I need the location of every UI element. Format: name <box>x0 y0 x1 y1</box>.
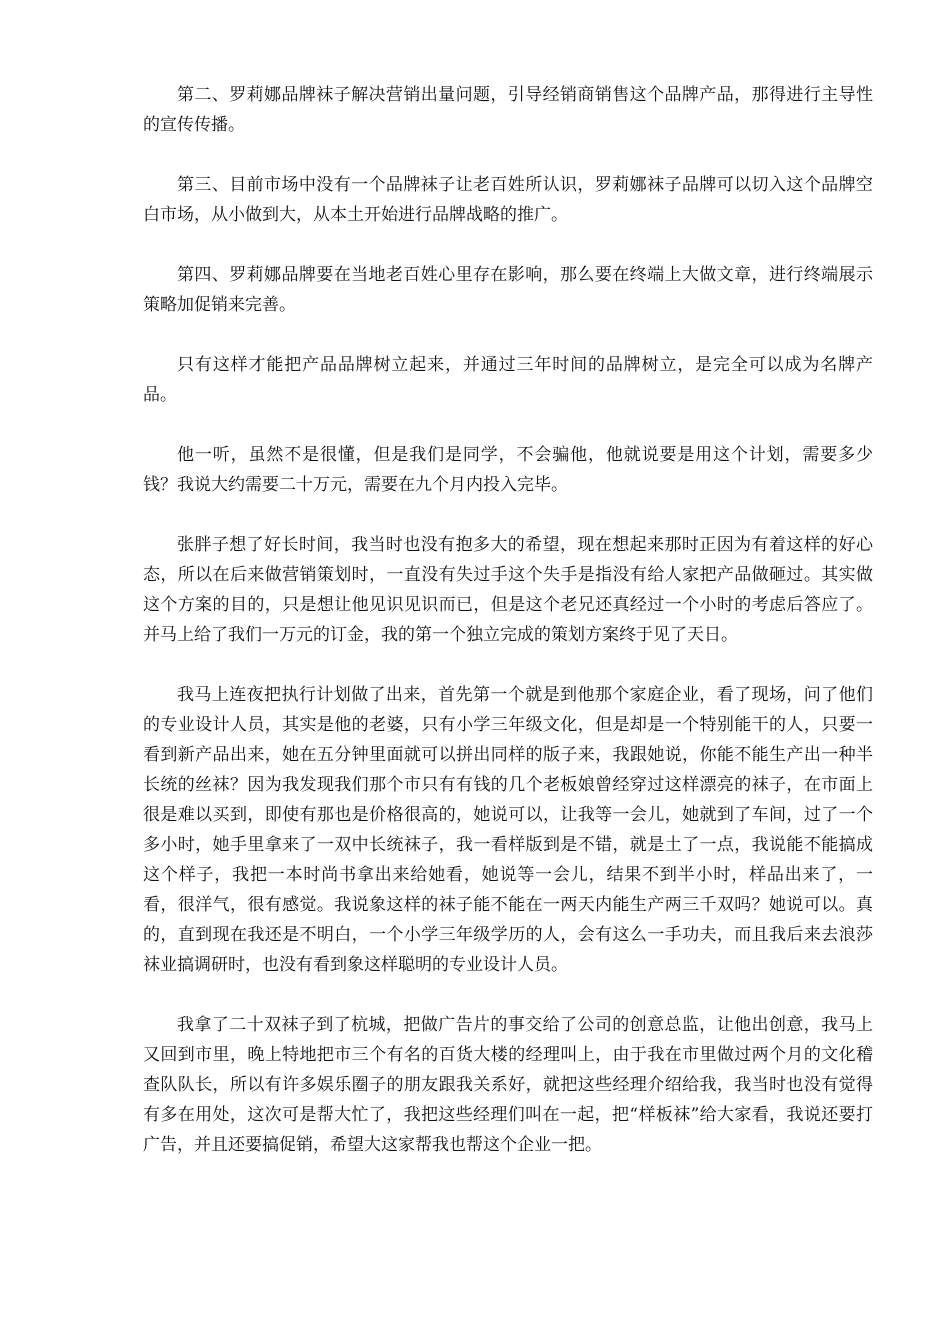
paragraph-brand-promotion: 第二、罗莉娜品牌袜子解决营销出量问题，引导经销商销售这个品牌产品，那得进行主导性的宣传传播。 <box>143 85 873 135</box>
paragraph-sample-production: 我马上连夜把执行计划做了出来，首先第一个就是到他那个家庭企业，看了现场，问了他们的专业设计人员，其实是他的老婆，只有小学三年级文化，但是却是一个特别能干的人，只要一看到新产品出来，她在五分钟里面就可以拼出同样的版子来，我跟她说，你能不能生产出一种半长统的丝袜？因为我发现我们那个市只有有钱的几个老板娘曾经穿过这样漂亮的袜子，在市面上很是难以买到，即使有那也是价格很高的，她说可以，让我等一会儿，她就到了车间，过了一个多小时，她手里拿来了一双中长统袜子，我一看样版到是不错，就是土了一点，我说能不能搞成这个样子，我把一本时尚书拿出来给她看，她说等一会儿，结果不到半小时，样品出来了，一看，很洋气，很有感觉。我说象这样的袜子能不能在一两天内能生产两三千双吗？她说可以。真的，直到现在我还是不明白，一个小学三年级学历的人，会有这么一手功夫，而且我后来去浪莎袜业搞调研时，也没有看到象这样聪明的专业设计人员。 <box>143 685 873 975</box>
paragraph-agreement: 张胖子想了好长时间，我当时也没有抱多大的希望，现在想起来那时正因为有着这样的好心态，所以在后来做营销策划时，一直没有失过手这个失手是指没有给人家把产品做砸过。其实做这个方案的目的，只是想让他见识见识而已，但是这个老兄还真经过一个小时的考虑后答应了。并马上给了我们一万元的订金，我的第一个独立完成的策划方案终于见了天日。 <box>143 535 873 645</box>
paragraph-market-gap: 第三、目前市场中没有一个品牌袜子让老百姓所认识，罗莉娜袜子品牌可以切入这个品牌空白市场，从小做到大，从本土开始进行品牌战略的推广。 <box>143 175 873 225</box>
document-page <box>143 80 873 1160</box>
paragraph-terminal-strategy: 第四、罗莉娜品牌要在当地老百姓心里存在影响，那么要在终端上大做文章，进行终端展示策略加促销来完善。 <box>143 265 873 315</box>
paragraph-budget: 他一听，虽然不是很懂，但是我们是同学，不会骗他，他就说要是用这个计划，需要多少钱？我说大约需要二十万元，需要在九个月内投入完毕。 <box>143 445 873 495</box>
paragraph-brand-building: 只有这样才能把产品品牌树立起来，并通过三年时间的品牌树立，是完全可以成为名牌产品。 <box>143 355 873 405</box>
paragraph-promotion-plan: 我拿了二十双袜子到了杭城，把做广告片的事交给了公司的创意总监，让他出创意，我马上又回到市里，晚上特地把市三个有名的百货大楼的经理叫上，由于我在市里做过两个月的文化稽查队队长，所以有许多娱乐圈子的朋友跟我关系好，就把这些经理介绍给我，我当时也没有觉得有多在用处，这次可是帮大忙了，我把这些经理们叫在一起，把“样板袜”给大家看，我说还要打广告，并且还要搞促销，希望大这家帮我也帮这个企业一把。 <box>143 1015 873 1155</box>
